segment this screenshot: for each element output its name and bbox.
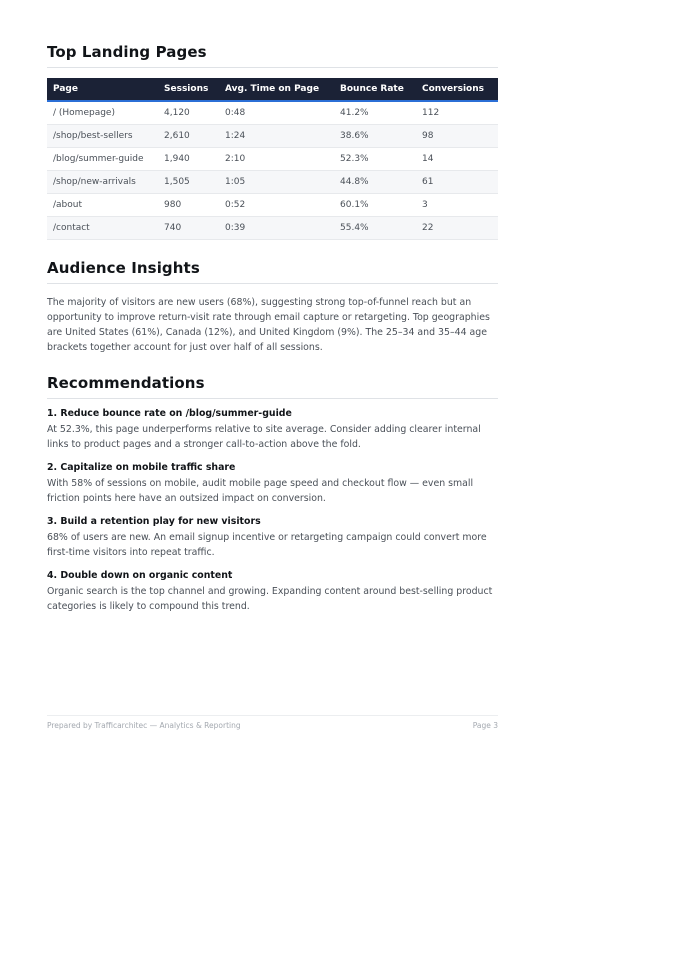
cell-page: /contact <box>47 217 158 240</box>
recommendation-item <box>47 569 498 614</box>
recommendation-title: 3. Build a retention play for new visitors <box>47 516 261 527</box>
column-header-bounce-rate: Bounce Rate <box>334 78 416 101</box>
recommendations-list <box>47 407 498 614</box>
cell-sessions: 1,505 <box>158 171 219 194</box>
cell-sessions: 4,120 <box>158 101 219 125</box>
section-title-landing-pages: Top Landing Pages <box>47 43 498 68</box>
cell-sessions: 740 <box>158 217 219 240</box>
audience-insights-text: The majority of visitors are new users (68%), suggesting strong top-of-funnel reach but an opportunity to improve return-visit rate through email capture or retargeting. Top geographies are United States (61%), Canada (12%), and United Kingdom (9%). The 25–34 and 35–44 age brackets together account for just over half of all sessions. <box>47 297 490 353</box>
table-row <box>47 171 498 194</box>
cell-bounce-rate: 60.1% <box>334 194 416 217</box>
cell-sessions: 2,610 <box>158 125 219 148</box>
cell-page: /blog/summer-guide <box>47 148 158 171</box>
cell-conversions: 98 <box>416 125 498 148</box>
table-row <box>47 125 498 148</box>
report-content <box>47 0 498 614</box>
column-header-sessions: Sessions <box>158 78 219 101</box>
cell-bounce-rate: 44.8% <box>334 171 416 194</box>
column-header-avg-time: Avg. Time on Page <box>219 78 334 101</box>
cell-avg-time: 1:05 <box>219 171 334 194</box>
cell-conversions: 14 <box>416 148 498 171</box>
cell-conversions: 22 <box>416 217 498 240</box>
recommendation-title: 1. Reduce bounce rate on /blog/summer-guide <box>47 408 292 419</box>
cell-avg-time: 0:48 <box>219 101 334 125</box>
recommendation-item <box>47 461 498 506</box>
cell-avg-time: 0:39 <box>219 217 334 240</box>
cell-conversions: 112 <box>416 101 498 125</box>
cell-page: /about <box>47 194 158 217</box>
cell-bounce-rate: 52.3% <box>334 148 416 171</box>
recommendation-text: With 58% of sessions on mobile, audit mobile page speed and checkout flow — even small friction points here have an outsized impact on conversion. <box>47 478 474 504</box>
table-row <box>47 148 498 171</box>
table-header-row <box>47 78 498 101</box>
page-footer <box>47 715 498 730</box>
audience-insights-section <box>47 259 498 355</box>
landing-pages-table <box>47 78 498 240</box>
cell-sessions: 1,940 <box>158 148 219 171</box>
cell-page: /shop/new-arrivals <box>47 171 158 194</box>
column-header-conversions: Conversions <box>416 78 498 101</box>
recommendation-item <box>47 407 498 452</box>
column-header-page: Page <box>47 78 158 101</box>
cell-bounce-rate: 41.2% <box>334 101 416 125</box>
cell-avg-time: 0:52 <box>219 194 334 217</box>
table-row <box>47 217 498 240</box>
landing-pages-section <box>47 43 498 240</box>
section-title-audience-insights: Audience Insights <box>47 259 498 284</box>
recommendation-text: At 52.3%, this page underperforms relative to site average. Consider adding clearer internal links to product pages and a stronger call-to-action above the fold. <box>47 424 481 450</box>
cell-conversions: 3 <box>416 194 498 217</box>
cell-sessions: 980 <box>158 194 219 217</box>
table-row <box>47 101 498 125</box>
cell-bounce-rate: 38.6% <box>334 125 416 148</box>
recommendation-title: 2. Capitalize on mobile traffic share <box>47 462 236 473</box>
page-number: Page 3 <box>472 721 498 730</box>
section-title-recommendations: Recommendations <box>47 374 498 399</box>
footer-prepared-by: Prepared by Trafficarchitec — Analytics & Reporting <box>47 721 241 730</box>
recommendation-text: Organic search is the top channel and growing. Expanding content around best-selling product categories is likely to compound this trend. <box>47 586 493 612</box>
recommendation-text: 68% of users are new. An email signup incentive or retargeting campaign could convert more first-time visitors into repeat traffic. <box>47 532 487 558</box>
cell-avg-time: 1:24 <box>219 125 334 148</box>
recommendations-section <box>47 374 498 614</box>
cell-bounce-rate: 55.4% <box>334 217 416 240</box>
table-row <box>47 194 498 217</box>
recommendation-title: 4. Double down on organic content <box>47 570 233 581</box>
cell-page: /shop/best-sellers <box>47 125 158 148</box>
recommendation-item <box>47 515 498 560</box>
cell-page: / (Homepage) <box>47 101 158 125</box>
cell-avg-time: 2:10 <box>219 148 334 171</box>
cell-conversions: 61 <box>416 171 498 194</box>
